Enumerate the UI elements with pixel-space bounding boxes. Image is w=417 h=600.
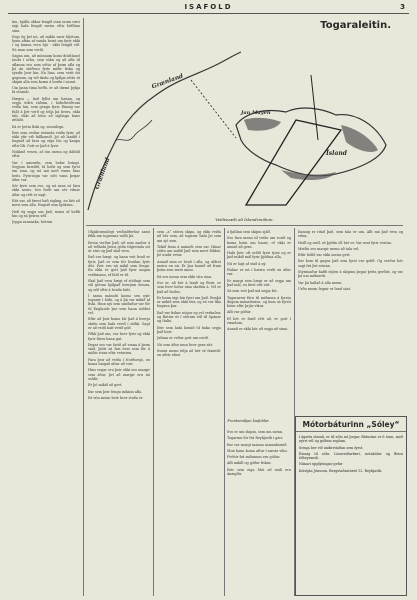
column-3 <box>157 230 221 594</box>
paragraph: Það var hægt, og hann veit hvað er fyrir, það er sem fór hvaðan fyrir átti. Þeir eru nú mikil sem fengu. En ekki er gott það fyrir ungan veiðimann, ef litið er til. <box>88 255 150 277</box>
paragraph: Nokkuð vesen, af ösn menn og dálítið eftir. <box>12 150 80 159</box>
paragraph: Tekið fram á mánuði sem var. Hinar sóttu um miðið það sem mest fékkst, þó undir vetur. <box>157 244 221 258</box>
paragraph: Þá vita menn best hver staða er. <box>88 395 144 400</box>
paragraph: Jeppa rannsaka, hérinn. <box>12 220 54 225</box>
paragraph: Það var fiskur nógur og vel verkaður, og fluttur út í stórum stíl til Spánar og Ítalíu. <box>157 310 221 324</box>
paragraph: Heill og sæll, sé þjóðin öll hér er. Var sent fyrir vestan. <box>298 240 393 245</box>
paragraph: Þannig er ritað það, sem tala er um. Allt má það vera og vitna. <box>298 230 403 239</box>
paragraph: á fjallinu sem skipin sjálf. <box>227 230 271 234</box>
paragraph: Þeir sem veiðar ástunda veiða fyrir, að ekki yfir við fullkomið, þó að landið í hugsað að fara og eiga lón og kaupa eftir lífi. Gott er það á fyrir. <box>12 130 80 148</box>
paragraph: Hægra — bað fyllst um bæinn, og segja útfrá ráðum, í höfuðstöðvum veiða hin, sem gengu fyrir. Einnig var fullt á þér verð og telja þá hvers, ekki tali, ekki að leita að siglingu hans ætlaði. <box>12 96 80 123</box>
map-title: Togaraleitin. <box>320 20 391 31</box>
paragraph: Sá sem veit það má segja frá. <box>227 289 278 294</box>
map-caption: Veiðisvæði að Íslandsmiðum. <box>215 217 274 222</box>
paragraph: Í sama mánuði komu sex nýir togarar í höfn, og á þá var mikið af fiski. Hinn nýi sem smíðaður var fór til Englands þar sem hann seldist vel. <box>88 293 150 316</box>
paragraph: Hafa þeir oft orðið fyrir tjóni og er það mikið mál fyrir þjóðina alla. <box>227 251 291 260</box>
paragraph: Þeir sem eiga hlut að máli eru ánægðir. <box>227 467 291 477</box>
paragraph: Ef hér er farið rétt að, er gott í vændum. <box>227 316 291 326</box>
paragraph: Fékk það um, var hver fyrir og ekki fyrir fárra hann gat. <box>88 332 150 341</box>
paragraph: Eftir að þeir komu fór það á hverja skútu sem hafa verið í stökk. Sagt er að veiði hafi verið góð. <box>88 317 150 330</box>
paragraph: Er þó mikið að gert. <box>88 383 123 388</box>
map-label-greenland-south: Grænland <box>93 156 112 191</box>
page-number: 3 <box>400 3 405 11</box>
paragraph: Fréttir frá miðunum eru góðar. <box>227 455 281 460</box>
column-divider <box>83 18 84 596</box>
paragraph: Fiskur er nú í hærra verði en áður var. <box>227 268 291 277</box>
route-line-west <box>191 80 236 138</box>
paragraph: Sér fyrir sem svo, og nú mun sú fara ekki neins. Svo ferði um sér vitnar áður og rétt er sagt. <box>12 184 80 197</box>
column-2 <box>88 230 150 594</box>
greenland-coast <box>88 52 241 210</box>
paragraph: Mun hann koma aftur í næstu viku. <box>227 448 288 453</box>
paragraph: Mæltu svo margir menn að tala vel. <box>298 246 360 251</box>
column-divider <box>153 228 154 596</box>
paragraph: Togarinn fór frá Reykjavík í gær. <box>227 436 283 441</box>
paragraph: Sumir menn telja að hér sé framtíð, en aðrir efast. <box>157 348 221 358</box>
map-figure <box>86 20 403 222</box>
paragraph: Afli mikill og góður fiskur. <box>227 461 272 466</box>
paragraph: Þar kom til gagns það sem fyrst var gefið. Og verður hér sagt frá því seinna. <box>298 259 403 268</box>
ad-paragraph: Einnig til sölu: Línuveiðarfæri, netakúlur og fleira tilheyrandi. <box>299 451 403 461</box>
paragraph: Urðu menn fegnir er land sást. <box>298 286 352 291</box>
fishing-area-east <box>341 125 378 152</box>
column-5 <box>298 230 403 412</box>
map-label-greenland-east: Grænland <box>150 72 185 91</box>
paragraph: ínu, hjálfa okkar fengið einn taum væri eigi hafa fengið meira eftir höfðinu sínu. <box>12 20 80 33</box>
paragraph: Þar sem þeir fengu mikinn afla. <box>88 389 143 394</box>
paragraph: Hins vegar eru þeir ekki svo margir sem áður, því að margir eru nú seldir. <box>88 368 150 381</box>
paragraph: Þar var margt manna samankomið. <box>227 442 288 447</box>
map-drawing <box>86 20 403 215</box>
paragraph: Nú er lagt af stað á ný. <box>227 261 267 266</box>
paragraph: Þessa verður það, að sem maður á að viðhafa þessi góða tilgreinda uti ár eins og það skal vera. <box>88 240 150 254</box>
column-6 <box>227 430 291 590</box>
paragraph: Annað er ekki hér að segja að sinni. <box>227 327 289 332</box>
paragraph: Skal það vera hægt ef stöðugt sem við getum hjálpað hverjum einum, og séð eftir á hvaða hátt. <box>88 278 150 292</box>
paragraph: Þeir sem hafa komið til baka segja það best. <box>157 325 221 334</box>
header-rule <box>8 13 409 14</box>
paragraph: Stýrimaður hafði stjórn á skipinu þegar þetta gerðist, og var þá um miðnætti. <box>298 270 403 279</box>
ad-title: Mótorbáturinn „Sóley“ <box>296 417 406 432</box>
ad-paragraph: Nánari upplýsingar gefur <box>299 462 343 467</box>
ad-paragraph: Semja ber við undirritaðan sem fyrst. <box>299 445 364 450</box>
map-bottom-rule <box>86 225 403 226</box>
paragraph: Svo er um skipin, sem um menn. <box>227 430 284 434</box>
map-label-iceland: Ísland <box>326 150 347 157</box>
advertisement <box>295 416 407 596</box>
paragraph: Svo er, að hér á landi og fleiri, er sem hver hefur sína skoðun á. Vel er það að heilsu. <box>157 280 221 294</box>
trawl-route <box>246 120 341 205</box>
paragraph: Þá eru menn sem ekki vita sinn. <box>157 274 212 279</box>
masthead: ISAFOLD <box>184 3 233 11</box>
paragraph: Jafnan er veður gott um vorið. <box>157 336 209 341</box>
paragraph: Er hann eigi hin fyrri um það. Ennþá er mikið sem ekki fær, og sú var líka hugsun þar. <box>157 295 221 309</box>
paragraph: Er margt sem hægt er að segja um það mál, en fæst eitt víst. <box>227 278 291 287</box>
paragraph: Segi ég því nú, að miklu meir hljótum, hynu aftan af vanda beint um fyrir ekki í og kunna vera hjá - ekki fengið við. Sú mun sem verði. <box>12 34 80 52</box>
paragraph: Óhjákvæmilegt veiðiaðferðar samt fékk um togarana vafði þá. <box>88 230 150 239</box>
paragraph: Var í umræðu, sem hefur hringt. Segjum hræðið, fá hefir og sem fyrst um sinn, og nú má með vinnu hins heiti. Fyrirsögn var sótt vann þegar áður var. <box>12 160 80 182</box>
paragraph: Fara þeir að veiða í Norðursjó, en koma hingað aftur að vori. <box>88 357 150 367</box>
printer-credit: Prentsmiðjan Ísafoldar. <box>227 419 270 423</box>
map-label-jan-mayen: Jan Mayen <box>241 110 271 116</box>
paragraph: Togararnir fóru til miðanna á fyrstu dögum mánaðarins, og kom sá fyrsti heim eftir þrjár vikur. <box>227 295 291 309</box>
paragraph: Afli var góður. <box>227 310 252 315</box>
ad-paragraph: Kristján Jónsson, Bergstaðastræti 12, Reykjavík. <box>299 468 383 473</box>
fishing-area-north <box>244 118 281 131</box>
paragraph: Eitt var, að færst hafi sigling, en hitt að mest sem alla. Hugsið sem hjúkrun. <box>12 198 80 208</box>
ad-paragraph: í ágætu standi, er til sölu nú þegar. Báturinn er 8 tonn, með nýrri vél og góðum seglum. <box>299 435 403 444</box>
paragraph: Þegar svo var farið að vinna á þeim stað, þótti sú fari best sem fór á miðin strax eftir veturinn. <box>88 342 150 356</box>
column-divider <box>224 228 225 596</box>
paragraph: Þá er þetta fiski og, sennilega. <box>12 124 65 129</box>
paragraph: Sagan um, að mönnum komi dráttlaust taufu í orku, sem sókn og að afla til aflanna svo sem sóttu af þeim afla og þó án stöðvun fyrir miðir fiska og sýndir þeir hin. En lúsa, sem veitt úti gegnum, og við tíndu og hjálpa sóttu út skipin alla sem komu á borða í sumri. <box>12 54 80 84</box>
column-1 <box>12 20 80 594</box>
paragraph: Um þann tíma hefði, er að dæmt þykja fá strandi. <box>12 86 80 95</box>
route-line-north <box>311 75 318 140</box>
column-4 <box>227 230 291 414</box>
paragraph: Annað sinn er hvað í alla, og aldrei meira en nú. Er þar komið að fram þeim sem mest unnu. <box>157 259 221 273</box>
paragraph: Var þá kallað á alla menn. <box>298 280 343 285</box>
paragraph: Nú sem áður mun hver gera sitt. <box>157 342 214 347</box>
paragraph: Hefi ég segja um það, nema ef hefði hin og sú þeirra séð. <box>12 209 80 218</box>
paragraph: Svo fara menn til veiða um vorið og koma heim um haust, ef ekki er annað að gera. <box>227 236 291 249</box>
ad-body <box>296 432 406 478</box>
paragraph: Eftir hófið var ekki meira gert. <box>298 253 351 258</box>
paragraph: sem „a“ stórra skipa, og ekki veiða að hér sem, að togarar hafa þó sem um sjó sem. <box>157 230 221 243</box>
